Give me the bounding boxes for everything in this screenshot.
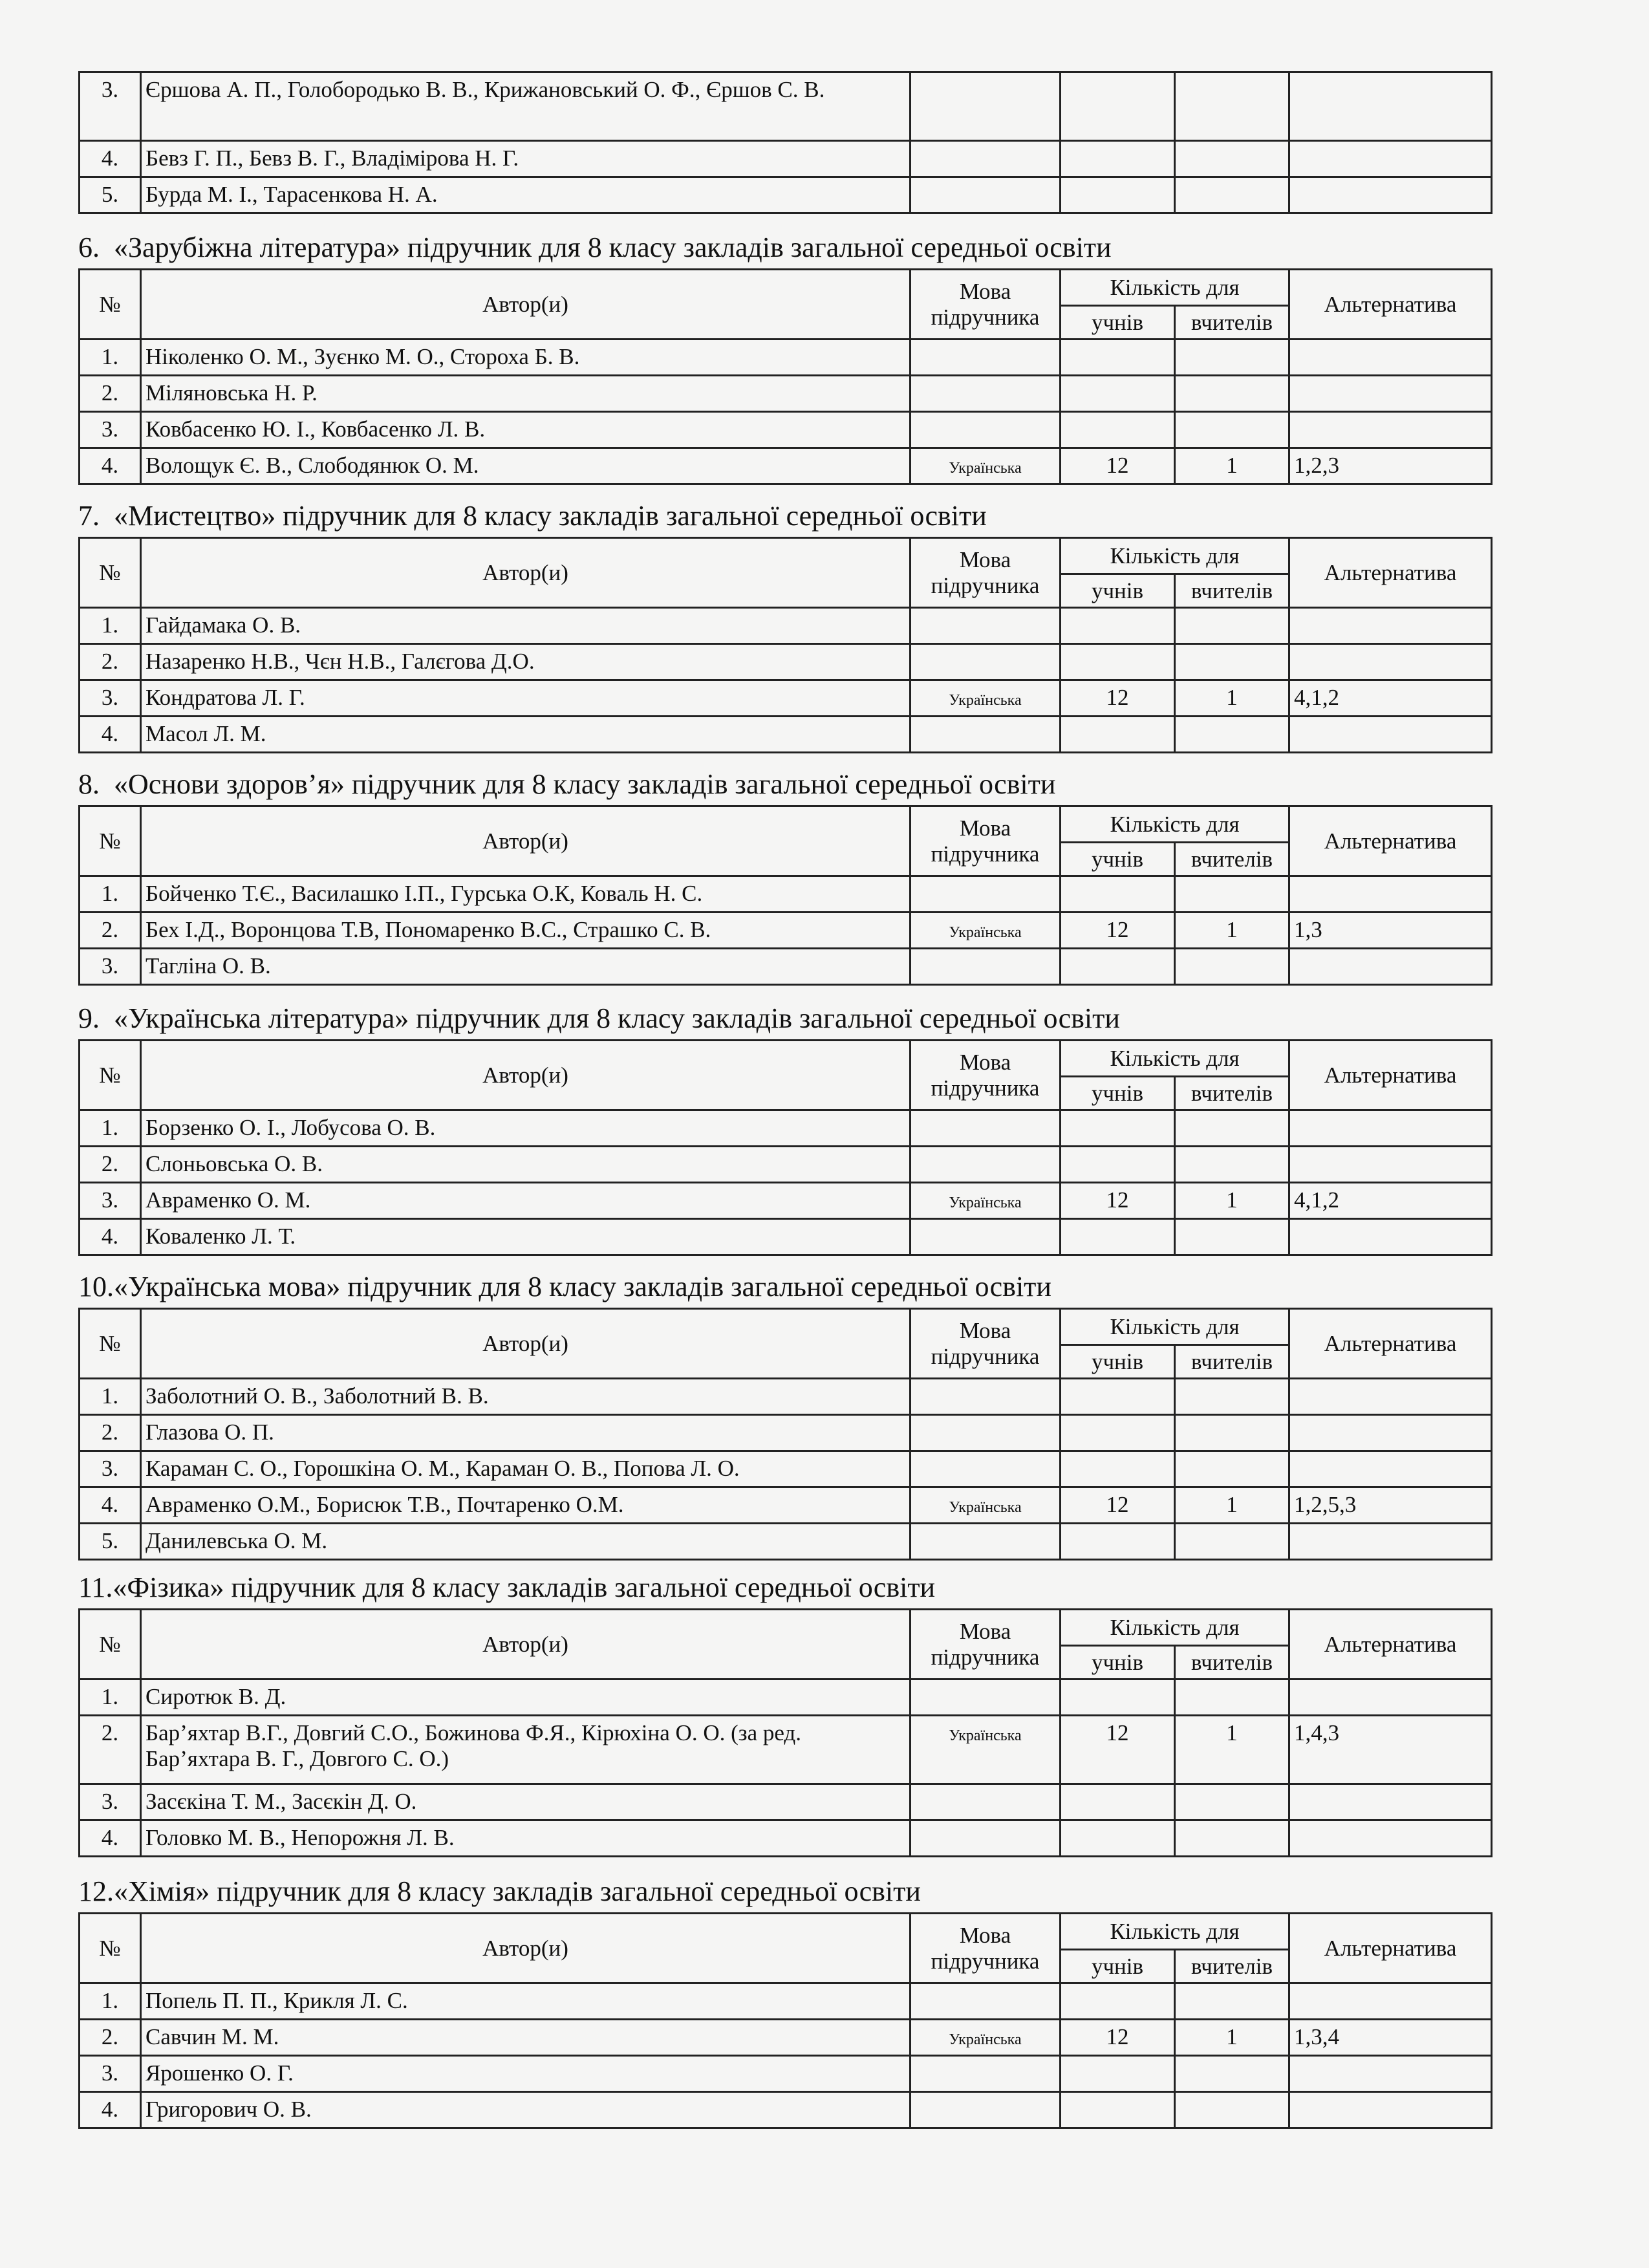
- row-authors: Глазова О. П.: [141, 1415, 911, 1451]
- row-alternative: [1289, 1679, 1492, 1716]
- header-authors: Автор(и): [141, 270, 911, 340]
- row-alternative: [1289, 1524, 1492, 1560]
- section-title: 12.«Хімія» підручник для 8 класу закладів загальної середньої освіти: [78, 1875, 921, 1907]
- row-language: [911, 1219, 1061, 1255]
- row-alternative: 4,1,2: [1289, 680, 1492, 717]
- header-authors: Автор(и): [141, 806, 911, 876]
- row-number: 5.: [80, 177, 141, 213]
- row-language: [911, 2092, 1061, 2128]
- row-students: [1061, 412, 1175, 448]
- table-header-row: [80, 1914, 1492, 1950]
- header-authors: Автор(и): [141, 1041, 911, 1110]
- row-authors: Сиротюк В. Д.: [141, 1679, 911, 1716]
- row-number: 3.: [80, 949, 141, 985]
- row-authors: Заболотний О. В., Заболотний В. В.: [141, 1379, 911, 1415]
- header-students: учнів: [1061, 1950, 1175, 1983]
- row-alternative: [1289, 1379, 1492, 1415]
- row-alternative: [1289, 2056, 1492, 2092]
- header-number: №: [80, 1914, 141, 1983]
- row-students: [1061, 340, 1175, 376]
- table-row: [80, 141, 1492, 177]
- textbook-table: [78, 1608, 1493, 1857]
- row-teachers: 1: [1175, 1183, 1289, 1219]
- row-alternative: [1289, 1415, 1492, 1451]
- table-row: [80, 1219, 1492, 1255]
- table-row: [80, 644, 1492, 680]
- row-authors: Авраменко О. М.: [141, 1183, 911, 1219]
- row-students: [1061, 141, 1175, 177]
- row-authors: Єршова А. П., Голобородько В. В., Крижановський О. Ф., Єршов С. В.: [141, 72, 911, 141]
- row-students: [1061, 1451, 1175, 1487]
- row-teachers: [1175, 1415, 1289, 1451]
- table-row: [80, 1147, 1492, 1183]
- row-alternative: [1289, 376, 1492, 412]
- row-students: [1061, 2092, 1175, 2128]
- row-teachers: [1175, 376, 1289, 412]
- row-language: Українська: [911, 680, 1061, 717]
- row-authors: Данилевська О. М.: [141, 1524, 911, 1560]
- row-teachers: [1175, 949, 1289, 985]
- table-row: [80, 876, 1492, 913]
- section-title: 8. «Основи здоров’я» підручник для 8 класу закладів загальної середньої освіти: [78, 768, 1056, 800]
- row-number: 1.: [80, 1983, 141, 2020]
- row-number: 2.: [80, 2020, 141, 2056]
- header-count: Кількість для: [1061, 1041, 1289, 1077]
- row-authors: Ковбасенко Ю. І., Ковбасенко Л. В.: [141, 412, 911, 448]
- row-alternative: 4,1,2: [1289, 1183, 1492, 1219]
- table-row: [80, 1716, 1492, 1784]
- row-teachers: [1175, 1983, 1289, 2020]
- row-teachers: [1175, 72, 1289, 141]
- header-count: Кількість для: [1061, 806, 1289, 843]
- header-teachers: вчителів: [1175, 1077, 1289, 1110]
- table-row: [80, 177, 1492, 213]
- row-number: 3.: [80, 1451, 141, 1487]
- row-language: [911, 1379, 1061, 1415]
- table-row: [80, 2056, 1492, 2092]
- row-students: [1061, 644, 1175, 680]
- header-number: №: [80, 270, 141, 340]
- row-students: 12: [1061, 1487, 1175, 1524]
- row-language: [911, 1415, 1061, 1451]
- row-students: 12: [1061, 913, 1175, 949]
- row-number: 4.: [80, 1487, 141, 1524]
- row-language: Українська: [911, 1716, 1061, 1784]
- row-students: [1061, 177, 1175, 213]
- header-students: учнів: [1061, 1646, 1175, 1679]
- section-title: 6. «Зарубіжна література» підручник для 8 класу закладів загальної середньої освіти: [78, 232, 1112, 263]
- section-title: 7. «Мистецтво» підручник для 8 класу закладів загальної середньої освіти: [78, 500, 987, 532]
- header-number: №: [80, 806, 141, 876]
- row-number: 3.: [80, 680, 141, 717]
- row-alternative: [1289, 2092, 1492, 2128]
- row-teachers: [1175, 2092, 1289, 2128]
- row-teachers: 1: [1175, 448, 1289, 484]
- row-language: [911, 1983, 1061, 2020]
- row-authors: Авраменко О.М., Борисюк Т.В., Почтаренко О.М.: [141, 1487, 911, 1524]
- table-row: [80, 1451, 1492, 1487]
- header-students: учнів: [1061, 306, 1175, 340]
- header-alternative: Альтернатива: [1289, 1309, 1492, 1379]
- row-students: [1061, 1379, 1175, 1415]
- row-language: [911, 412, 1061, 448]
- row-number: 1.: [80, 1379, 141, 1415]
- row-alternative: [1289, 876, 1492, 913]
- row-number: 4.: [80, 717, 141, 753]
- row-language: Українська: [911, 448, 1061, 484]
- table-row: [80, 1415, 1492, 1451]
- row-authors: Кондратова Л. Г.: [141, 680, 911, 717]
- textbook-table: [78, 1308, 1493, 1561]
- row-language: [911, 72, 1061, 141]
- section-title: 9. «Українська література» підручник для 8 класу закладів загальної середньої освіти: [78, 1002, 1120, 1034]
- row-number: 4.: [80, 448, 141, 484]
- row-language: Українська: [911, 913, 1061, 949]
- table-row: [80, 340, 1492, 376]
- header-language: Мова підручника: [911, 1309, 1061, 1379]
- row-language: Українська: [911, 2020, 1061, 2056]
- row-number: 1.: [80, 1110, 141, 1147]
- row-language: [911, 717, 1061, 753]
- header-number: №: [80, 1309, 141, 1379]
- table-row: [80, 608, 1492, 644]
- header-teachers: вчителів: [1175, 306, 1289, 340]
- header-count: Кількість для: [1061, 538, 1289, 574]
- row-alternative: [1289, 644, 1492, 680]
- table-row: [80, 412, 1492, 448]
- table-row: [80, 448, 1492, 484]
- row-language: [911, 1679, 1061, 1716]
- header-language: Мова підручника: [911, 1914, 1061, 1983]
- header-language: Мова підручника: [911, 1610, 1061, 1679]
- header-authors: Автор(и): [141, 1610, 911, 1679]
- row-language: [911, 1110, 1061, 1147]
- row-language: [911, 949, 1061, 985]
- row-number: 3.: [80, 412, 141, 448]
- row-alternative: [1289, 141, 1492, 177]
- row-teachers: 1: [1175, 913, 1289, 949]
- row-authors: Ніколенко О. М., Зуєнко М. О., Стороха Б. В.: [141, 340, 911, 376]
- row-teachers: [1175, 644, 1289, 680]
- row-teachers: [1175, 1147, 1289, 1183]
- row-teachers: [1175, 1110, 1289, 1147]
- row-number: 4.: [80, 1820, 141, 1857]
- header-authors: Автор(и): [141, 1914, 911, 1983]
- row-authors: Ярошенко О. Г.: [141, 2056, 911, 2092]
- continuation-table: [78, 71, 1493, 214]
- row-number: 4.: [80, 1219, 141, 1255]
- row-number: 3.: [80, 1784, 141, 1820]
- header-teachers: вчителів: [1175, 574, 1289, 608]
- table-row: [80, 1983, 1492, 2020]
- row-students: [1061, 1983, 1175, 2020]
- row-number: 2.: [80, 1716, 141, 1784]
- row-students: [1061, 717, 1175, 753]
- row-teachers: [1175, 1379, 1289, 1415]
- header-alternative: Альтернатива: [1289, 1041, 1492, 1110]
- header-count: Кількість для: [1061, 1610, 1289, 1646]
- row-authors: Бех І.Д., Воронцова Т.В, Пономаренко В.С., Страшко С. В.: [141, 913, 911, 949]
- row-number: 2.: [80, 1147, 141, 1183]
- table-header-row: [80, 806, 1492, 843]
- header-alternative: Альтернатива: [1289, 1610, 1492, 1679]
- header-teachers: вчителів: [1175, 1345, 1289, 1379]
- row-teachers: [1175, 412, 1289, 448]
- table-row: [80, 1379, 1492, 1415]
- row-authors: Назаренко Н.В., Чєн Н.В., Галєгова Д.О.: [141, 644, 911, 680]
- row-alternative: 1,4,3: [1289, 1716, 1492, 1784]
- textbook-table: [78, 1912, 1493, 2129]
- row-alternative: 1,2,3: [1289, 448, 1492, 484]
- row-teachers: [1175, 1679, 1289, 1716]
- row-students: 12: [1061, 2020, 1175, 2056]
- table-row: [80, 1487, 1492, 1524]
- row-authors: Волощук Є. В., Слободянюк О. М.: [141, 448, 911, 484]
- row-teachers: 1: [1175, 1716, 1289, 1784]
- row-number: 1.: [80, 608, 141, 644]
- row-number: 4.: [80, 2092, 141, 2128]
- header-authors: Автор(и): [141, 1309, 911, 1379]
- table-row: [80, 1679, 1492, 1716]
- row-authors: Слоньовська О. В.: [141, 1147, 911, 1183]
- row-language: [911, 340, 1061, 376]
- row-teachers: 1: [1175, 680, 1289, 717]
- row-alternative: [1289, 72, 1492, 141]
- row-students: 12: [1061, 1183, 1175, 1219]
- row-alternative: [1289, 1451, 1492, 1487]
- header-students: учнів: [1061, 574, 1175, 608]
- row-alternative: [1289, 177, 1492, 213]
- table-row: [80, 2020, 1492, 2056]
- row-language: [911, 2056, 1061, 2092]
- row-language: [911, 1147, 1061, 1183]
- header-alternative: Альтернатива: [1289, 538, 1492, 608]
- row-language: [911, 1524, 1061, 1560]
- header-students: учнів: [1061, 1077, 1175, 1110]
- row-number: 2.: [80, 644, 141, 680]
- row-students: [1061, 2056, 1175, 2092]
- row-alternative: [1289, 340, 1492, 376]
- row-alternative: [1289, 1110, 1492, 1147]
- row-teachers: [1175, 340, 1289, 376]
- row-teachers: [1175, 1820, 1289, 1857]
- table-row: [80, 717, 1492, 753]
- row-alternative: 1,3: [1289, 913, 1492, 949]
- table-header-row: [80, 1610, 1492, 1646]
- header-alternative: Альтернатива: [1289, 270, 1492, 340]
- row-authors: Бар’яхтар В.Г., Довгий С.О., Божинова Ф.Я., Кірюхіна О. О. (за ред. Бар’яхтара В. Г., Довгого С. О.): [141, 1716, 911, 1784]
- row-students: [1061, 1147, 1175, 1183]
- row-alternative: [1289, 608, 1492, 644]
- row-language: [911, 608, 1061, 644]
- row-number: 3.: [80, 72, 141, 141]
- row-authors: Попель П. П., Крикля Л. С.: [141, 1983, 911, 2020]
- row-students: [1061, 1820, 1175, 1857]
- row-authors: Засєкіна Т. М., Засєкін Д. О.: [141, 1784, 911, 1820]
- row-teachers: [1175, 1524, 1289, 1560]
- header-number: №: [80, 538, 141, 608]
- row-alternative: 1,2,5,3: [1289, 1487, 1492, 1524]
- header-count: Кількість для: [1061, 1914, 1289, 1950]
- textbook-table: [78, 805, 1493, 986]
- table-header-row: [80, 1309, 1492, 1345]
- row-number: 2.: [80, 913, 141, 949]
- row-students: 12: [1061, 448, 1175, 484]
- row-authors: Міляновська Н. Р.: [141, 376, 911, 412]
- row-number: 4.: [80, 141, 141, 177]
- header-number: №: [80, 1610, 141, 1679]
- row-number: 2.: [80, 1415, 141, 1451]
- row-teachers: [1175, 717, 1289, 753]
- table-row: [80, 949, 1492, 985]
- header-students: учнів: [1061, 1345, 1175, 1379]
- row-alternative: [1289, 1147, 1492, 1183]
- row-language: [911, 141, 1061, 177]
- row-students: 12: [1061, 1716, 1175, 1784]
- textbook-table: [78, 537, 1493, 753]
- row-students: [1061, 876, 1175, 913]
- table-row: [80, 2092, 1492, 2128]
- table-row: [80, 1110, 1492, 1147]
- table-header-row: [80, 538, 1492, 574]
- row-students: [1061, 376, 1175, 412]
- textbook-table: [78, 1039, 1493, 1256]
- row-authors: Бевз Г. П., Бевз В. Г., Владімірова Н. Г.: [141, 141, 911, 177]
- row-authors: Григорович О. В.: [141, 2092, 911, 2128]
- row-teachers: [1175, 1451, 1289, 1487]
- row-language: Українська: [911, 1487, 1061, 1524]
- row-language: [911, 177, 1061, 213]
- row-authors: Караман С. О., Горошкіна О. М., Караман О. В., Попова Л. О.: [141, 1451, 911, 1487]
- row-alternative: 1,3,4: [1289, 2020, 1492, 2056]
- row-language: [911, 1784, 1061, 1820]
- row-number: 1.: [80, 340, 141, 376]
- section-title: 10.«Українська мова» підручник для 8 класу закладів загальної середньої освіти: [78, 1271, 1051, 1302]
- row-students: [1061, 72, 1175, 141]
- row-students: [1061, 1110, 1175, 1147]
- row-teachers: 1: [1175, 2020, 1289, 2056]
- row-authors: Коваленко Л. Т.: [141, 1219, 911, 1255]
- table-header-row: [80, 270, 1492, 306]
- header-teachers: вчителів: [1175, 1646, 1289, 1679]
- row-alternative: [1289, 1820, 1492, 1857]
- row-authors: Борзенко О. І., Лобусова О. В.: [141, 1110, 911, 1147]
- row-language: [911, 876, 1061, 913]
- row-number: 1.: [80, 1679, 141, 1716]
- header-count: Кількість для: [1061, 270, 1289, 306]
- row-authors: Гайдамака О. В.: [141, 608, 911, 644]
- row-number: 1.: [80, 876, 141, 913]
- table-row: [80, 1820, 1492, 1857]
- row-authors: Масол Л. М.: [141, 717, 911, 753]
- header-language: Мова підручника: [911, 538, 1061, 608]
- row-teachers: [1175, 1784, 1289, 1820]
- row-teachers: [1175, 876, 1289, 913]
- row-alternative: [1289, 1784, 1492, 1820]
- row-teachers: [1175, 1219, 1289, 1255]
- header-language: Мова підручника: [911, 806, 1061, 876]
- section-title: 11.«Фізика» підручник для 8 класу закладів загальної середньої освіти: [78, 1571, 936, 1603]
- row-language: [911, 1820, 1061, 1857]
- table-row: [80, 72, 1492, 141]
- row-authors: Головко М. В., Непорожня Л. В.: [141, 1820, 911, 1857]
- table-row: [80, 680, 1492, 717]
- textbook-table: [78, 268, 1493, 485]
- header-authors: Автор(и): [141, 538, 911, 608]
- header-number: №: [80, 1041, 141, 1110]
- row-alternative: [1289, 412, 1492, 448]
- table-row: [80, 1183, 1492, 1219]
- row-teachers: 1: [1175, 1487, 1289, 1524]
- header-students: учнів: [1061, 843, 1175, 876]
- row-alternative: [1289, 1219, 1492, 1255]
- row-alternative: [1289, 949, 1492, 985]
- header-alternative: Альтернатива: [1289, 1914, 1492, 1983]
- row-language: [911, 1451, 1061, 1487]
- row-authors: Бойченко Т.Є., Василашко І.П., Гурська О.К, Коваль Н. С.: [141, 876, 911, 913]
- row-authors: Таглiна О. В.: [141, 949, 911, 985]
- row-teachers: [1175, 608, 1289, 644]
- row-students: [1061, 949, 1175, 985]
- row-language: Українська: [911, 1183, 1061, 1219]
- header-teachers: вчителів: [1175, 843, 1289, 876]
- row-teachers: [1175, 177, 1289, 213]
- row-alternative: [1289, 717, 1492, 753]
- table-header-row: [80, 1041, 1492, 1077]
- row-number: 3.: [80, 1183, 141, 1219]
- row-students: 12: [1061, 680, 1175, 717]
- row-students: [1061, 1524, 1175, 1560]
- header-count: Кількість для: [1061, 1309, 1289, 1345]
- row-teachers: [1175, 2056, 1289, 2092]
- row-language: [911, 376, 1061, 412]
- row-number: 3.: [80, 2056, 141, 2092]
- row-students: [1061, 1679, 1175, 1716]
- table-row: [80, 913, 1492, 949]
- row-language: [911, 644, 1061, 680]
- row-students: [1061, 1415, 1175, 1451]
- row-students: [1061, 608, 1175, 644]
- row-authors: Бурда М. І., Тарасенкова Н. А.: [141, 177, 911, 213]
- row-alternative: [1289, 1983, 1492, 2020]
- table-row: [80, 376, 1492, 412]
- row-students: [1061, 1219, 1175, 1255]
- header-alternative: Альтернатива: [1289, 806, 1492, 876]
- row-teachers: [1175, 141, 1289, 177]
- table-row: [80, 1784, 1492, 1820]
- row-number: 2.: [80, 376, 141, 412]
- row-number: 5.: [80, 1524, 141, 1560]
- header-language: Мова підручника: [911, 270, 1061, 340]
- row-students: [1061, 1784, 1175, 1820]
- header-language: Мова підручника: [911, 1041, 1061, 1110]
- header-teachers: вчителів: [1175, 1950, 1289, 1983]
- table-row: [80, 1524, 1492, 1560]
- row-authors: Савчин М. М.: [141, 2020, 911, 2056]
